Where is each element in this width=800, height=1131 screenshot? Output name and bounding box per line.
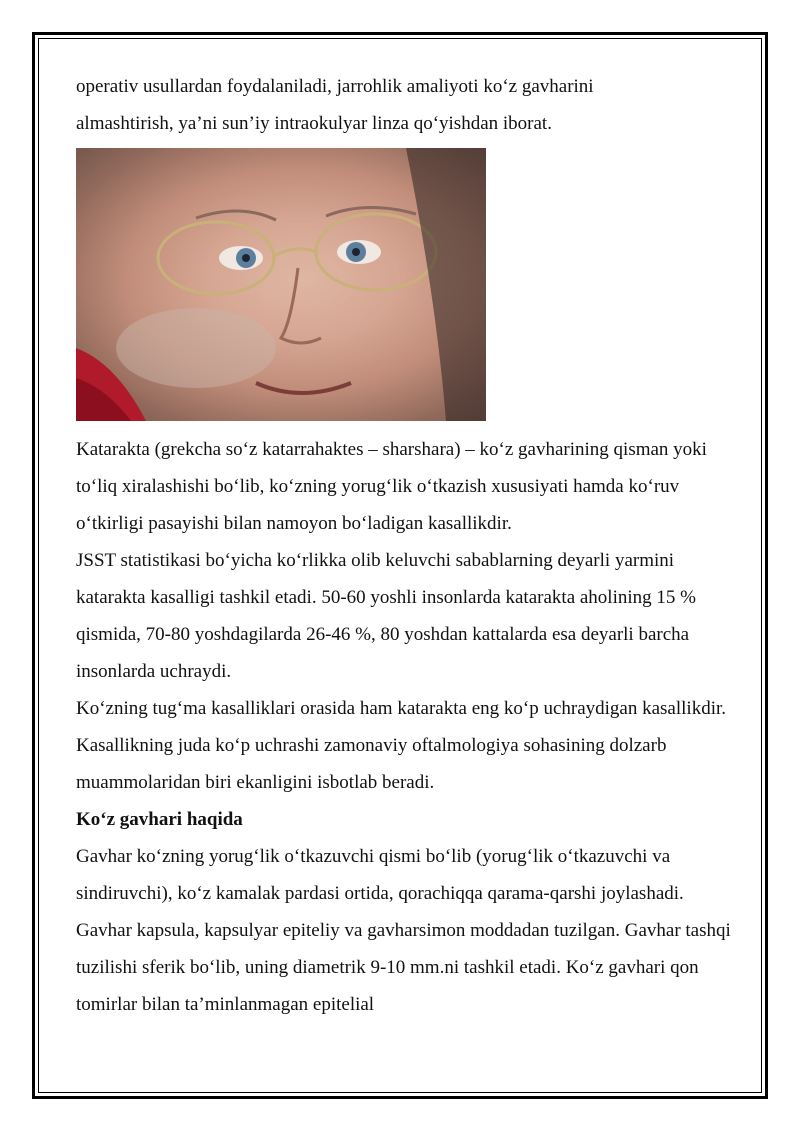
section-heading: Koʻz gavhari haqida bbox=[76, 809, 243, 830]
elderly-woman-photo bbox=[76, 148, 486, 421]
gavhar-paragraph: Gavhar koʻzning yorugʻlik oʻtkazuvchi qismi boʻlib (yorugʻlik oʻtkazuvchi va sindiruvchi), koʻz kamalak pardasi ortida, qorachiqqa qarama-qarshi joylashadi. Gavhar kapsula, kapsulyar epiteliy va gavharsimon moddadan tuzilgan. Gavhar tashqi tuzilishi sferik boʻlib, uning diametrik 9-10 mm.ni tashkil etadi. Koʻz gavhari qon tomirlar bilan taʼminlanmagan epitelial bbox=[76, 846, 731, 1015]
document-body bbox=[76, 68, 736, 1023]
katarakta-paragraph: Katarakta (grekcha soʻz katarrahaktes – sharshara) – koʻz gavharining qisman yoki toʻliq xiralashishi boʻlib, koʻzning yorugʻlik oʻtkazish xususiyati hamda koʻruv oʻtkirligi pasayishi bilan namoyon boʻladigan kasallikdir. bbox=[76, 439, 707, 534]
portrait-illustration bbox=[76, 148, 486, 421]
intro-line-1: operativ usullardan foydalaniladi, jarrohlik amaliyoti koʻz gavharini bbox=[76, 76, 594, 97]
tugma-paragraph: Koʻzning tugʻma kasalliklari orasida ham katarakta eng koʻp uchraydigan kasallikdir. Kasallikning juda koʻp uchrashi zamonaviy oftalmologiya sohasining dolzarb muammolaridan biri ekanligini isbotlab beradi. bbox=[76, 698, 727, 793]
jsst-paragraph: JSST statistikasi boʻyicha koʻrlikka olib keluvchi sabablarning deyarli yarmini katarakta kasalligi tashkil etadi. 50-60 yoshli insonlarda katarakta aholining 15 % qismida, 70-80 yoshdagilarda 26-46 %, 80 yoshdan kattalarda esa deyarli barcha insonlarda uchraydi. bbox=[76, 550, 696, 682]
intro-line-2: almashtirish, yaʼni sunʼiy intraokulyar linza qoʻyishdan iborat. bbox=[76, 113, 552, 134]
